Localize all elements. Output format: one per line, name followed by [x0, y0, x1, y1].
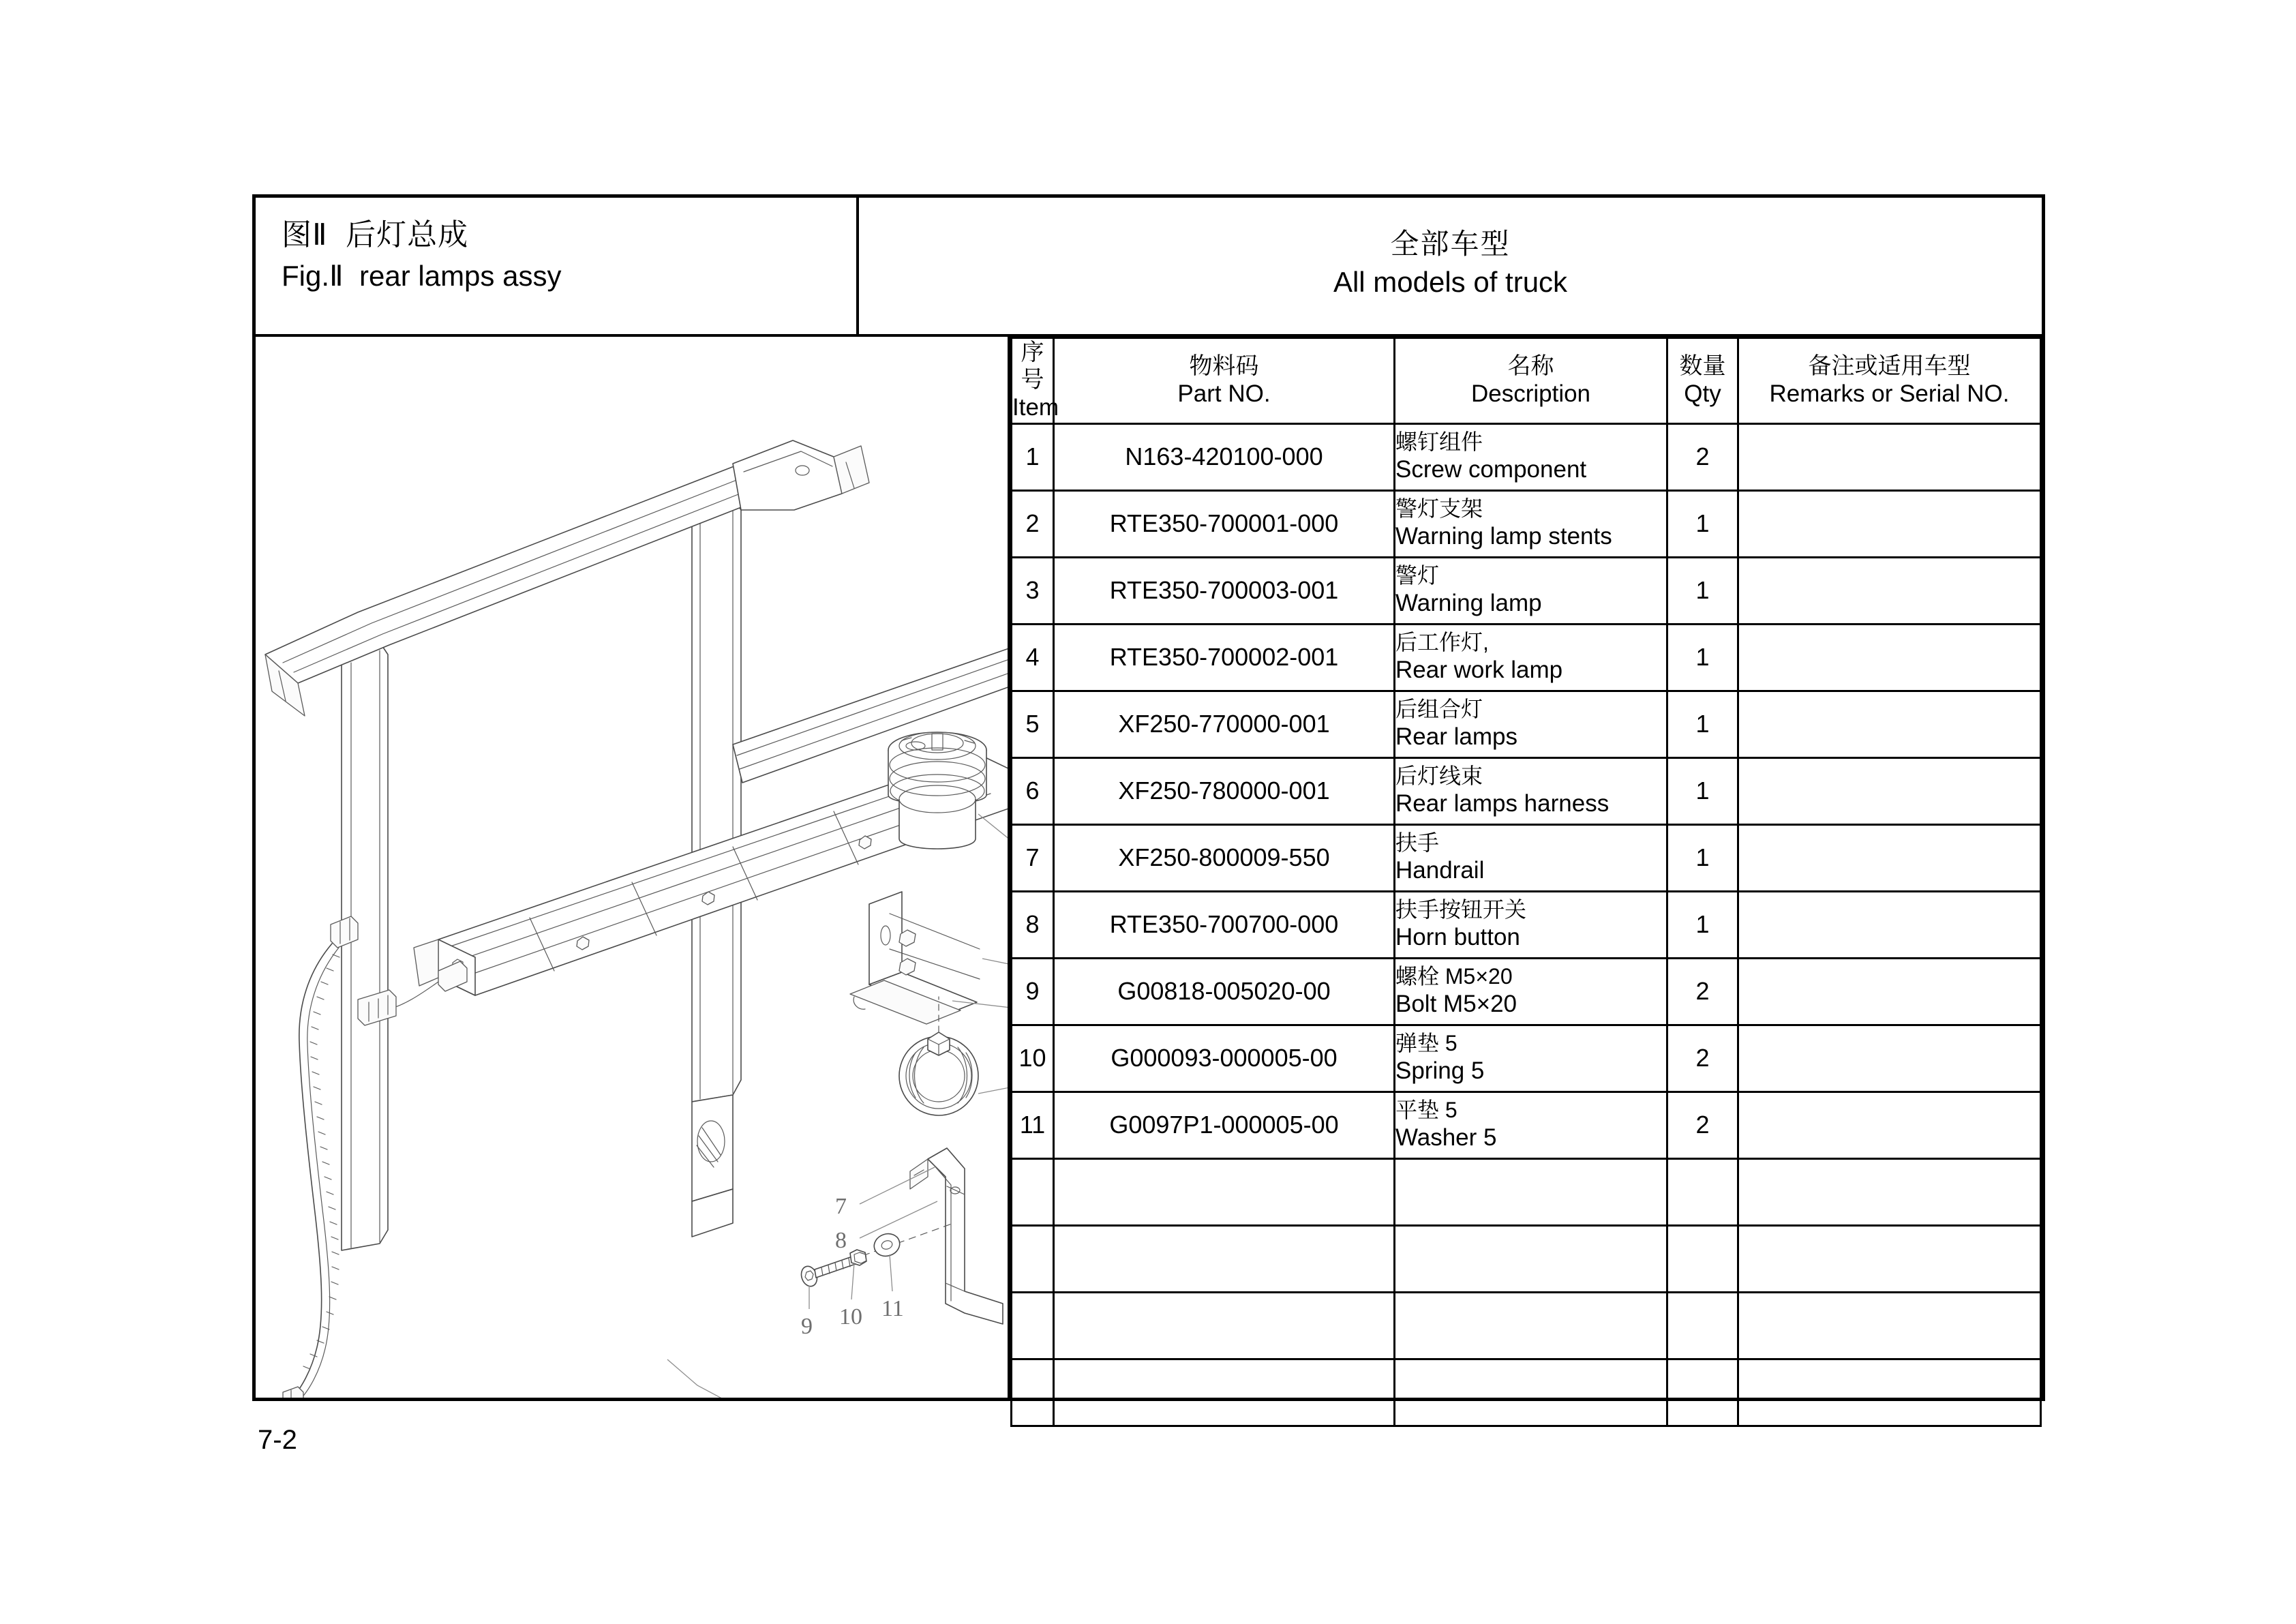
- cell-description: [1395, 624, 1667, 691]
- cell-item: 11: [1012, 1092, 1054, 1158]
- cell-description: [1395, 1025, 1667, 1092]
- cell-empty: [1738, 1158, 2041, 1225]
- cell-qty: 1: [1667, 624, 1738, 691]
- cell-remarks: [1738, 891, 2041, 958]
- description-zh: 扶手: [1395, 830, 1440, 856]
- cell-empty: [1667, 1359, 1738, 1426]
- cell-qty: 1: [1667, 557, 1738, 624]
- cell-empty: [1012, 1292, 1054, 1359]
- cell-item: 10: [1012, 1025, 1054, 1092]
- description-en: Washer 5: [1395, 1124, 1497, 1151]
- cell-part-no: XF250-770000-001: [1054, 691, 1395, 757]
- bolt-item9: [799, 1256, 856, 1289]
- model-applicability-cell: [859, 198, 2042, 334]
- cell-remarks: [1738, 490, 2041, 557]
- cell-remarks: [1738, 958, 2041, 1025]
- parts-list-body: [1012, 423, 2041, 1426]
- cell-empty: [1667, 1225, 1738, 1292]
- description-en: Warning lamp stents: [1395, 522, 1612, 550]
- cell-item: 2: [1012, 490, 1054, 557]
- table-row: [1012, 958, 2041, 1025]
- figure-title-en: Fig.Ⅱ rear lamps assy: [282, 259, 562, 292]
- cell-item: 8: [1012, 891, 1054, 958]
- cell-empty: [1738, 1359, 2041, 1426]
- table-row: [1012, 757, 2041, 824]
- cell-remarks: [1738, 557, 2041, 624]
- cell-description: [1395, 1092, 1667, 1158]
- column-header-qty: 数量 Qty: [1667, 338, 1738, 424]
- exploded-view-illustration: [256, 337, 1010, 1398]
- description-zh: 后组合灯: [1395, 697, 1483, 722]
- cell-qty: 2: [1667, 423, 1738, 490]
- model-applicability-en: All models of truck: [1333, 266, 1568, 299]
- column-header-description: 名称 Description: [1395, 338, 1667, 424]
- cell-description: [1395, 824, 1667, 891]
- warning-lamp-bracket-item2: [850, 892, 977, 1024]
- parts-list-table: [1010, 337, 2042, 1427]
- flat-washer-item11: [871, 1231, 903, 1260]
- cell-empty: [1012, 1225, 1054, 1292]
- description-zh: 弹垫 5: [1395, 1031, 1457, 1056]
- cell-description: [1395, 423, 1667, 490]
- cell-description: [1395, 891, 1667, 958]
- sheet-header: [256, 198, 2042, 334]
- figure-title-cell: [256, 198, 859, 334]
- table-row: [1012, 891, 2041, 958]
- cell-description: [1395, 757, 1667, 824]
- callout-10: 10: [839, 1304, 862, 1329]
- cell-qty: 1: [1667, 691, 1738, 757]
- cell-empty: [1012, 1158, 1054, 1225]
- description-en: Spring 5: [1395, 1057, 1485, 1084]
- fastener-stack-items-9-10-11: [799, 1223, 954, 1289]
- table-row-empty: [1012, 1292, 2041, 1359]
- cell-remarks: [1738, 423, 2041, 490]
- table-row-empty: [1012, 1225, 2041, 1292]
- callout-7: 7: [835, 1194, 847, 1219]
- sheet-body: [256, 337, 2042, 1398]
- cell-remarks: [1738, 691, 2041, 757]
- description-en: Horn button: [1395, 923, 1520, 950]
- model-applicability-zh: 全部车型: [1390, 228, 1511, 260]
- cell-remarks: [1738, 1092, 2041, 1158]
- cell-remarks: [1738, 757, 2041, 824]
- table-row: [1012, 423, 2041, 490]
- cell-empty: [1667, 1292, 1738, 1359]
- cell-item: 3: [1012, 557, 1054, 624]
- description-en: Bolt M5×20: [1395, 990, 1517, 1017]
- cell-item: 6: [1012, 757, 1054, 824]
- description-en: Rear work lamp: [1395, 656, 1563, 683]
- cell-item: 5: [1012, 691, 1054, 757]
- column-header-item: 序号 Item: [1012, 338, 1054, 424]
- table-row: [1012, 824, 2041, 891]
- cell-part-no: RTE350-700001-000: [1054, 490, 1395, 557]
- description-en: Rear lamps harness: [1395, 790, 1610, 817]
- column-header-remarks: 备注或适用车型 Remarks or Serial NO.: [1738, 338, 2041, 424]
- cell-empty: [1667, 1158, 1738, 1225]
- table-row: [1012, 557, 2041, 624]
- handrail-item7: [910, 1148, 1003, 1324]
- callout-8: 8: [835, 1228, 847, 1253]
- overhead-guard-left-post: [342, 642, 388, 1250]
- cell-empty: [1054, 1225, 1395, 1292]
- cell-description: [1395, 691, 1667, 757]
- page-number: 7-2: [258, 1425, 297, 1455]
- column-header-part-no: 物料码 Part NO.: [1054, 338, 1395, 424]
- cell-qty: 2: [1667, 958, 1738, 1025]
- cell-item: 9: [1012, 958, 1054, 1025]
- cell-empty: [1738, 1292, 2041, 1359]
- cell-empty: [1738, 1225, 2041, 1292]
- drawing-sheet-frame: [252, 194, 2045, 1401]
- table-row: [1012, 1092, 2041, 1158]
- spring-washer-item10: [850, 1250, 866, 1265]
- description-zh: 螺钉组件: [1395, 430, 1483, 455]
- description-en: Warning lamp: [1395, 589, 1542, 616]
- warning-lamp-item3: [888, 732, 986, 849]
- description-zh: 扶手按钮开关: [1395, 897, 1527, 922]
- cell-part-no: RTE350-700700-000: [1054, 891, 1395, 958]
- cell-item: 4: [1012, 624, 1054, 691]
- cell-part-no: XF250-780000-001: [1054, 757, 1395, 824]
- description-zh: 警灯支架: [1395, 496, 1483, 522]
- cell-qty: 2: [1667, 1092, 1738, 1158]
- table-header-row: [1012, 338, 2041, 424]
- cell-description: [1395, 557, 1667, 624]
- cell-part-no: N163-420100-000: [1054, 423, 1395, 490]
- cell-item: 7: [1012, 824, 1054, 891]
- cell-remarks: [1738, 824, 2041, 891]
- cell-description: [1395, 490, 1667, 557]
- forklift-rear-lamp-assembly-drawing: [256, 337, 1010, 1398]
- cell-part-no: RTE350-700003-001: [1054, 557, 1395, 624]
- description-en: Rear lamps: [1395, 723, 1517, 750]
- description-en: Handrail: [1395, 856, 1485, 884]
- cell-qty: 1: [1667, 891, 1738, 958]
- cell-qty: 2: [1667, 1025, 1738, 1092]
- parts-list-table-pane: [1010, 337, 2042, 1398]
- table-row: [1012, 624, 2041, 691]
- cell-remarks: [1738, 624, 2041, 691]
- cell-empty: [1395, 1359, 1667, 1426]
- overhead-guard-corner-plate: [733, 440, 869, 510]
- cell-part-no: G0097P1-000005-00: [1054, 1092, 1395, 1158]
- cell-qty: 1: [1667, 824, 1738, 891]
- cell-empty: [1054, 1292, 1395, 1359]
- description-en: Screw component: [1395, 455, 1587, 483]
- cell-part-no: XF250-800009-550: [1054, 824, 1395, 891]
- callout-9: 9: [801, 1314, 813, 1339]
- table-row: [1012, 1025, 2041, 1092]
- cell-description: [1395, 958, 1667, 1025]
- description-zh: 后灯线束: [1395, 764, 1483, 789]
- description-zh: 后工作灯,: [1395, 630, 1489, 655]
- cell-part-no: RTE350-700002-001: [1054, 624, 1395, 691]
- cell-item: 1: [1012, 423, 1054, 490]
- callout-11: 11: [881, 1296, 904, 1321]
- figure-title-zh: 图Ⅱ 后灯总成: [282, 218, 469, 252]
- cell-empty: [1054, 1359, 1395, 1426]
- cell-empty: [1012, 1359, 1054, 1426]
- cell-empty: [1054, 1158, 1395, 1225]
- cell-empty: [1395, 1292, 1667, 1359]
- cell-remarks: [1738, 1025, 2041, 1092]
- cell-empty: [1395, 1225, 1667, 1292]
- description-zh: 螺栓 M5×20: [1395, 964, 1513, 989]
- cell-empty: [1395, 1158, 1667, 1225]
- description-zh: 平垫 5: [1395, 1098, 1457, 1123]
- cell-part-no: G000093-000005-00: [1054, 1025, 1395, 1092]
- description-zh: 警灯: [1395, 563, 1440, 588]
- table-row: [1012, 490, 2041, 557]
- table-row: [1012, 691, 2041, 757]
- cell-part-no: G00818-005020-00: [1054, 958, 1395, 1025]
- table-row-empty: [1012, 1158, 2041, 1225]
- table-row-empty: [1012, 1359, 2041, 1426]
- cell-qty: 1: [1667, 757, 1738, 824]
- cell-qty: 1: [1667, 490, 1738, 557]
